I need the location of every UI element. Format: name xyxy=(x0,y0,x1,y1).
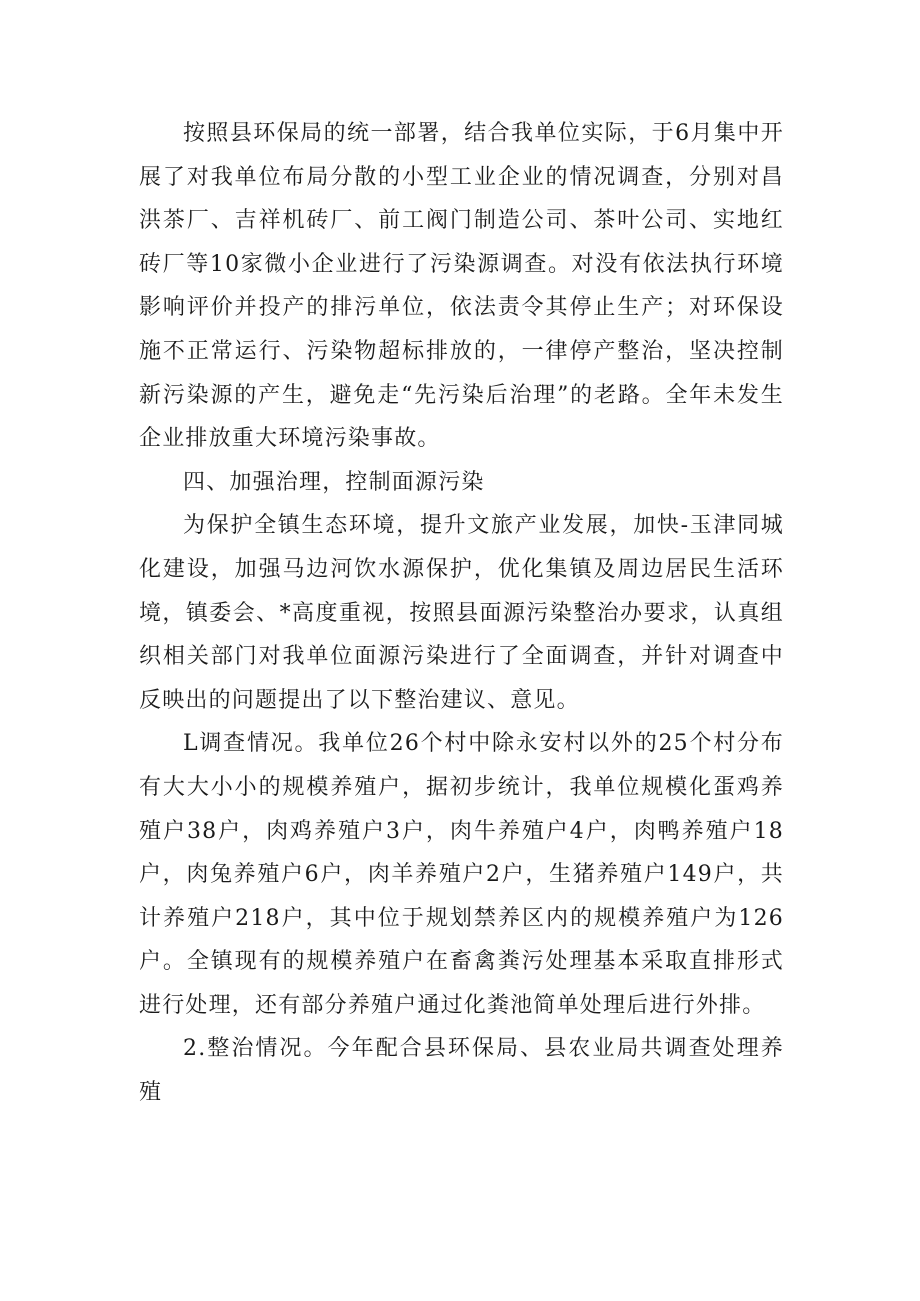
section-heading-4: 四、加强治理，控制面源污染 xyxy=(183,469,485,495)
document-body xyxy=(139,112,784,1115)
paragraph-survey-status: L调查情况。我单位26个村中除永安村以外的25个村分布有大大小小的规模养殖户，据初步统计，我单位规模化蛋鸡养殖户38户，肉鸡养殖户3户，肉牛养殖户4户，肉鸭养殖户18户，肉兔养殖户6户，肉羊养殖户2户，生猪养殖户149户，共计养殖户218户，其中位于规划禁养区内的规模养殖户为126户。全镇现有的规模养殖户在畜禽粪污处理基本采取直排形式进行处理，还有部分养殖户通过化粪池简单处理后进行外排。 xyxy=(139,731,784,1018)
paragraph-enterprise-survey: 按照县环保局的统一部署，结合我单位实际，于6月集中开展了对我单位布局分散的小型工业企业的情况调查，分别对昌洪茶厂、吉祥机砖厂、前工阀门制造公司、茶叶公司、实地红砖厂等10家微小企业进行了污染源调查。对没有依法执行环境影响评价并投产的排污单位，依法责令其停止生产；对环保设施不正常运行、污染物超标排放的，一律停产整治，坚决控制新污染源的产生，避免走“先污染后治理”的老路。全年未发生企业排放重大环境污染事故。 xyxy=(139,121,784,452)
paragraph-nonpoint-pollution: 为保护全镇生态环境，提升文旅产业发展，加快-玉津同城化建设，加强马边河饮水源保护，优化集镇及周边居民生活环境，镇委会、*高度重视，按照县面源污染整治办要求，认真组织相关部门对我单位面源污染进行了全面调查，并针对调查中反映出的问题提出了以下整治建议、意见。 xyxy=(139,513,784,713)
paragraph-remediation-status: 2.整治情况。今年配合县环保局、县农业局共调查处理养殖 xyxy=(139,1036,784,1106)
